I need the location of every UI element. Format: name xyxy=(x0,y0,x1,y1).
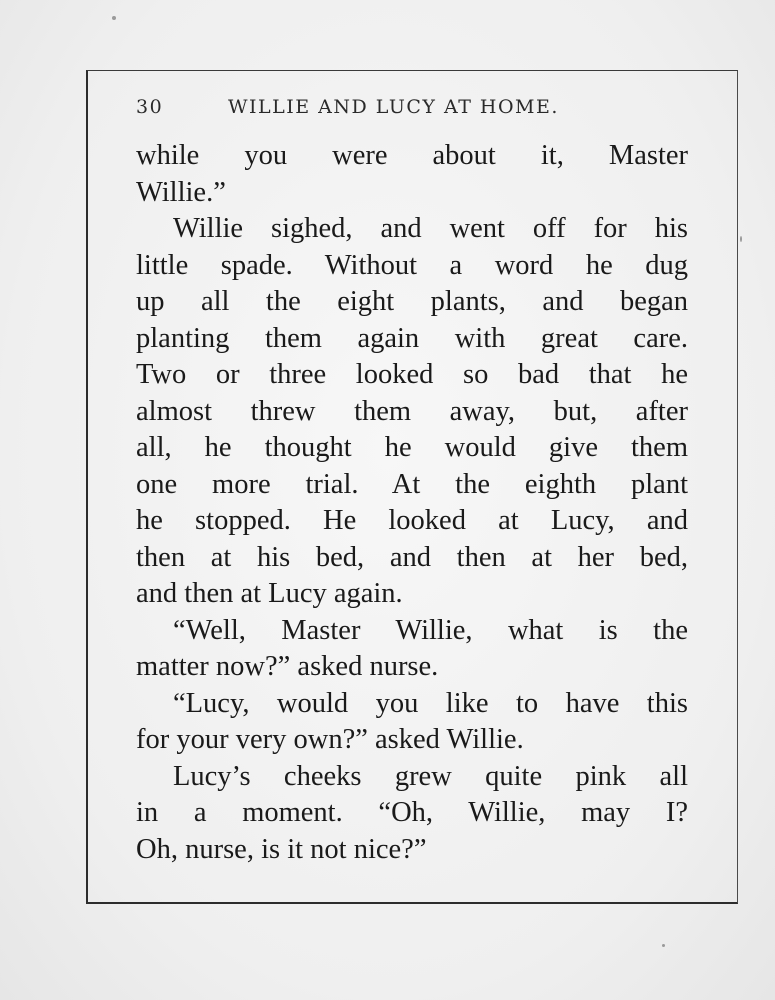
page-number: 30 xyxy=(136,96,164,118)
text-line: Two or three looked so bad that he xyxy=(136,359,688,390)
running-title: WILLIE AND LUCY AT HOME. xyxy=(228,96,559,118)
text-line: for your very own?” asked Willie. xyxy=(136,724,524,755)
paper-speck xyxy=(112,16,116,20)
text-line: Lucy’s cheeks grew quite pink all xyxy=(173,760,688,792)
text-line: he stopped. He looked at Lucy, and xyxy=(136,505,688,536)
text-line: and then at Lucy again. xyxy=(136,578,403,609)
body-text xyxy=(136,138,688,868)
text-line: almost threw them away, but, after xyxy=(136,395,688,427)
text-line: one more trial. At the eighth plant xyxy=(136,468,688,500)
text-line: little spade. Without a word he dug xyxy=(136,249,688,281)
text-line: while you were about it, Master xyxy=(136,140,688,171)
text-line: matter now?” asked nurse. xyxy=(136,651,439,682)
text-line: Oh, nurse, is it not nice?” xyxy=(136,833,427,865)
text-line: Willie sighed, and went off for his xyxy=(173,213,688,244)
text-line: “Lucy, would you like to have this xyxy=(173,687,688,719)
running-header xyxy=(136,96,736,126)
text-line: up all the eight plants, and began xyxy=(136,286,688,317)
text-line: in a moment. “Oh, Willie, may I? xyxy=(136,797,688,828)
text-line: then at his bed, and then at her bed, xyxy=(136,541,688,573)
paper-speck xyxy=(740,236,742,242)
text-line: “Well, Master Willie, what is the xyxy=(173,614,688,646)
paper-speck xyxy=(662,944,665,947)
text-line: all, he thought he would give them xyxy=(136,432,688,463)
text-line: planting them again with great care. xyxy=(136,322,688,354)
text-line: Willie.” xyxy=(136,176,226,208)
